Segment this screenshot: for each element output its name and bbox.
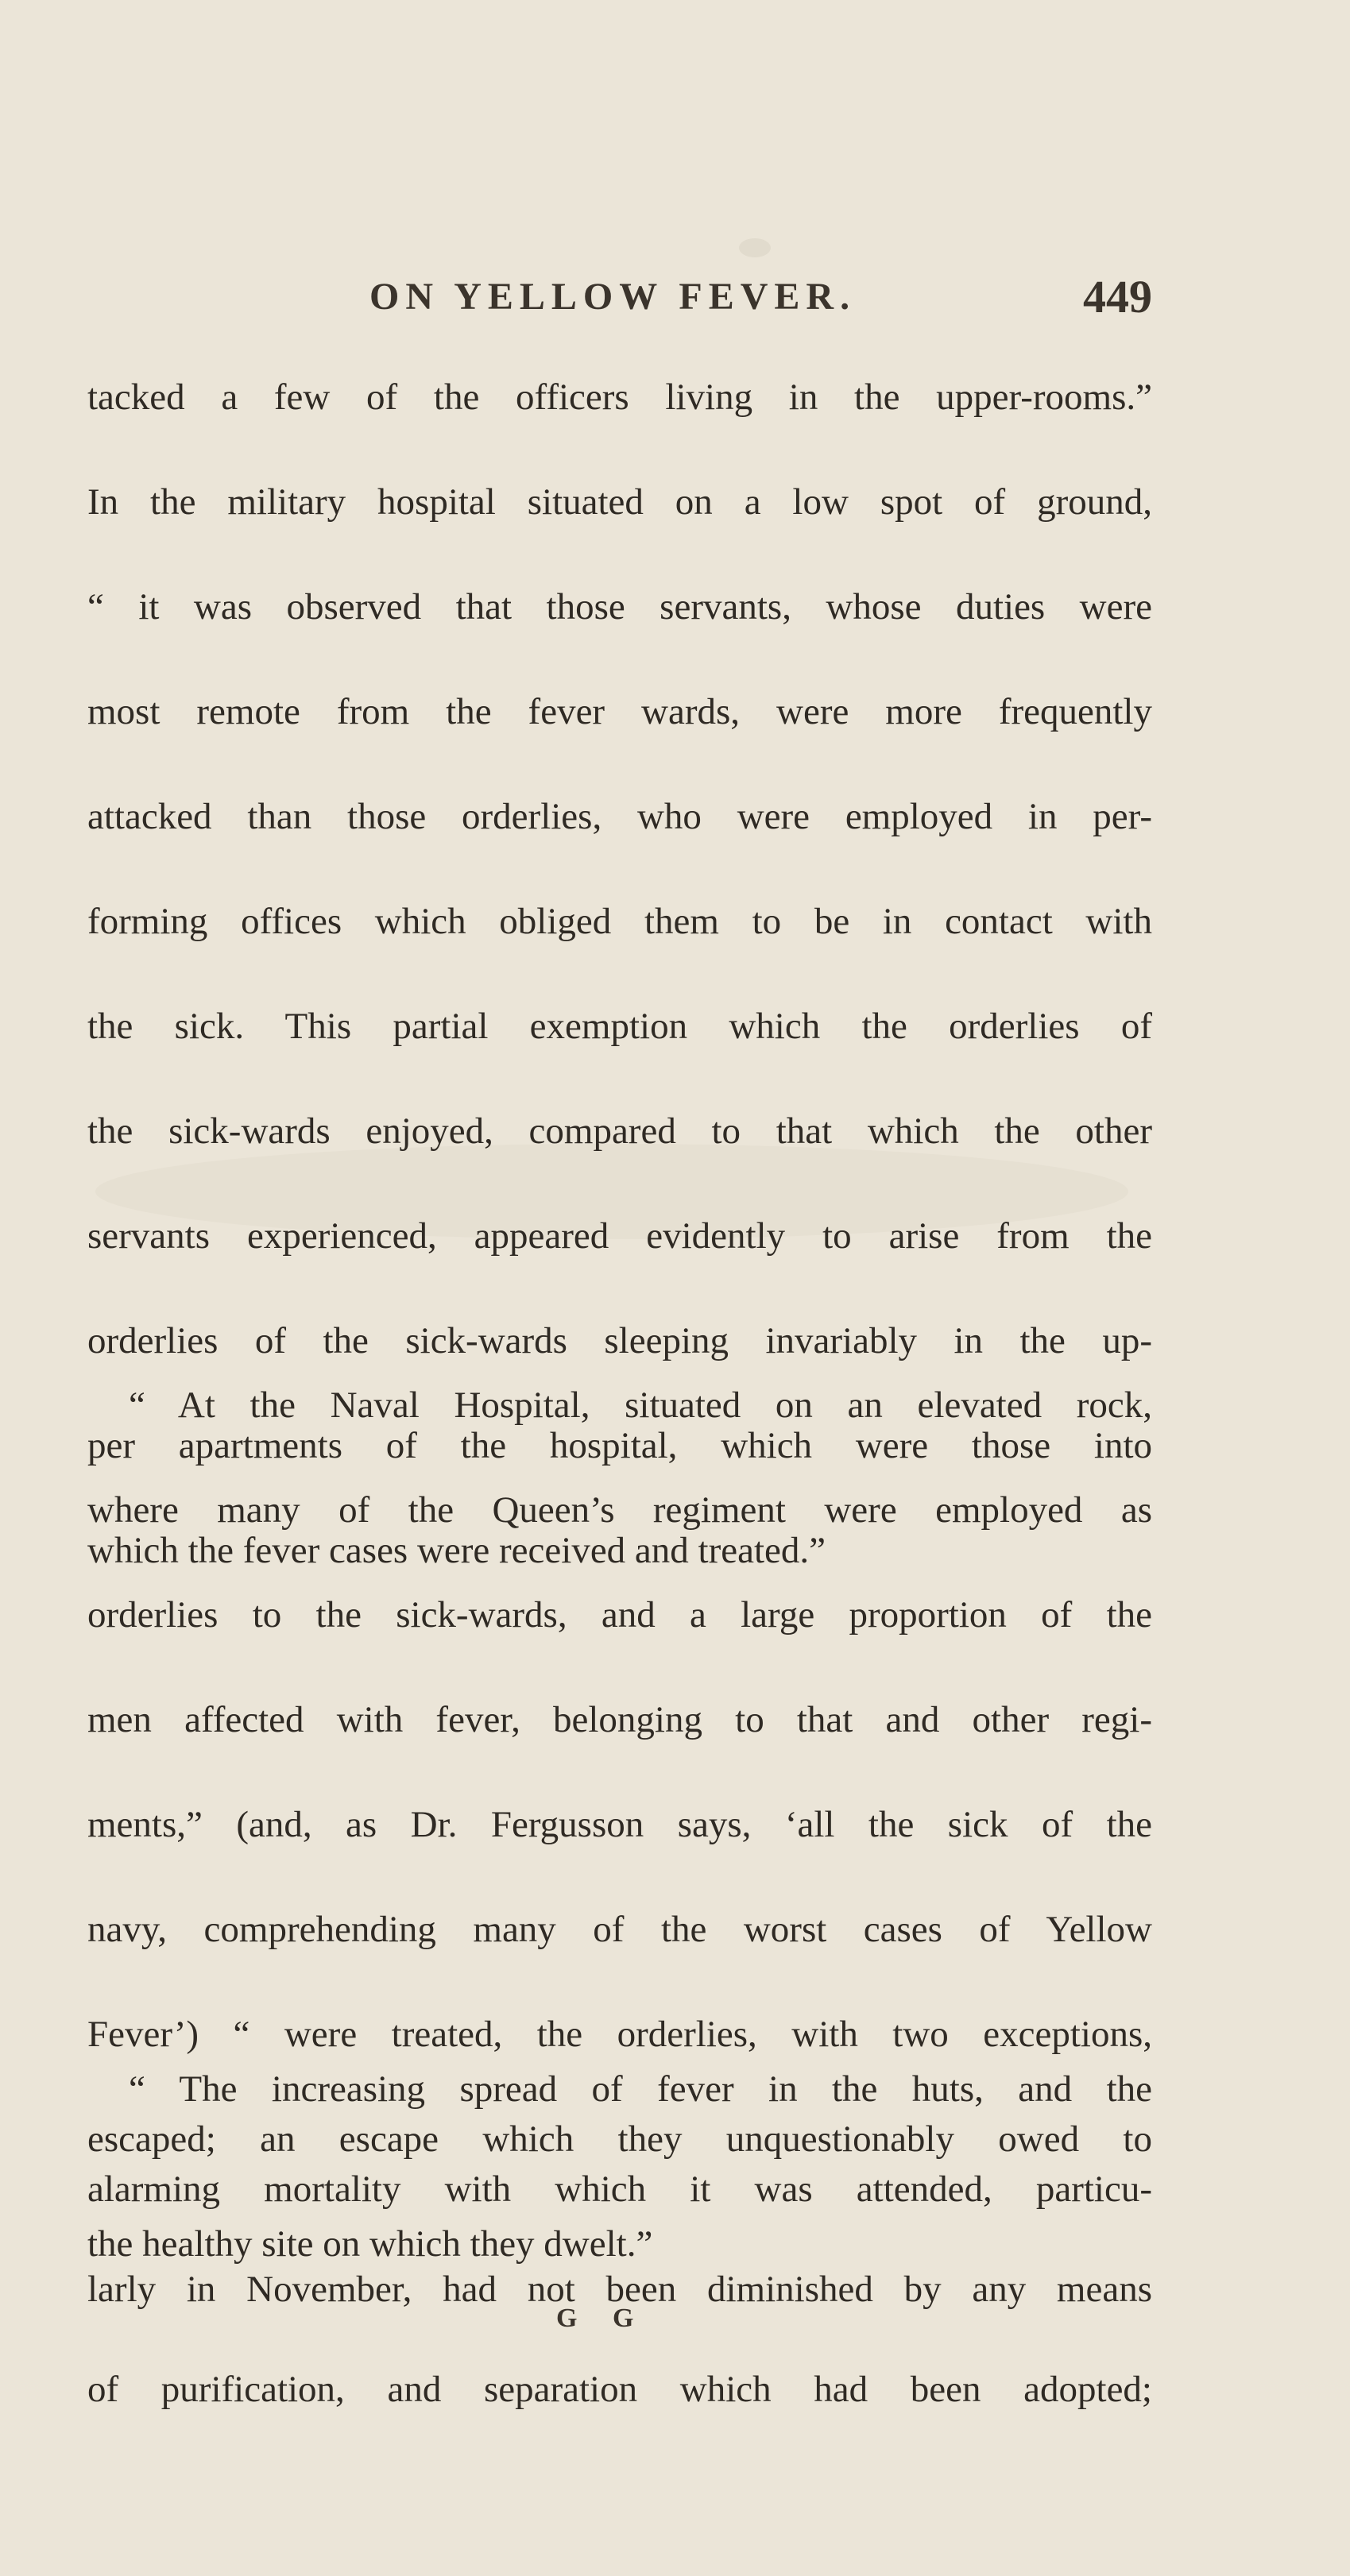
text-line: tacked a few of the officers living in the upper-rooms.”	[87, 377, 1152, 418]
text-line: which the fever cases were received and treated.”	[87, 1530, 826, 1571]
text-line: the healthy site on which they dwelt.”	[87, 2223, 653, 2265]
signature-mark: G G	[556, 2304, 648, 2333]
text-line: alarming mortality with which it was attended, particu-	[87, 2169, 1152, 2210]
text-line: larly in November, had not been diminished by any means	[87, 2269, 1152, 2310]
running-head: ON YELLOW FEVER.	[369, 276, 857, 318]
text-line: per apartments of the hospital, which were those into	[87, 1425, 1152, 1466]
text-line: servants experienced, appeared evidently to arise from the	[87, 1215, 1152, 1257]
text-line: navy, comprehending many of the worst cases of Yellow	[87, 1909, 1152, 1950]
text-line: Fever’) “ were treated, the orderlies, with two exceptions,	[87, 2014, 1152, 2055]
text-line: orderlies to the sick-wards, and a large proportion of the	[87, 1594, 1152, 1636]
page-header	[87, 271, 1152, 338]
text-line: most remote from the fever wards, were more frequently	[87, 691, 1152, 732]
text-line: In the military hospital situated on a low spot of ground,	[87, 481, 1152, 523]
paragraph-3	[87, 2039, 1152, 2439]
text-line: men affected with fever, belonging to that and other regi-	[87, 1699, 1152, 1740]
text-line: of purification, and separation which had been adopted;	[87, 2369, 1152, 2410]
text-line: the sick. This partial exemption which the orderlies of	[87, 1006, 1152, 1047]
text-line: “ The increasing spread of fever in the huts, and the	[129, 2068, 1152, 2110]
text-line: ments,” (and, as Dr. Fergusson says, ‘all the sick of the	[87, 1804, 1152, 1845]
text-line: forming offices which obliged them to be in contact with	[87, 901, 1152, 942]
text-line: “ At the Naval Hospital, situated on an elevated rock,	[129, 1385, 1152, 1426]
text-line: where many of the Queen’s regiment were employed as	[87, 1489, 1152, 1531]
page-number: 449	[1083, 271, 1152, 322]
paper-stain	[739, 238, 771, 257]
text-line: the sick-wards enjoyed, compared to that which the other	[87, 1110, 1152, 1152]
text-line: escaped; an escape which they unquestionably owed to	[87, 2118, 1152, 2160]
text-line: attacked than those orderlies, who were employed in per-	[87, 796, 1152, 837]
text-line: “ it was observed that those servants, whose duties were	[87, 586, 1152, 628]
text-line: orderlies of the sick-wards sleeping invariably in the up-	[87, 1320, 1152, 1361]
